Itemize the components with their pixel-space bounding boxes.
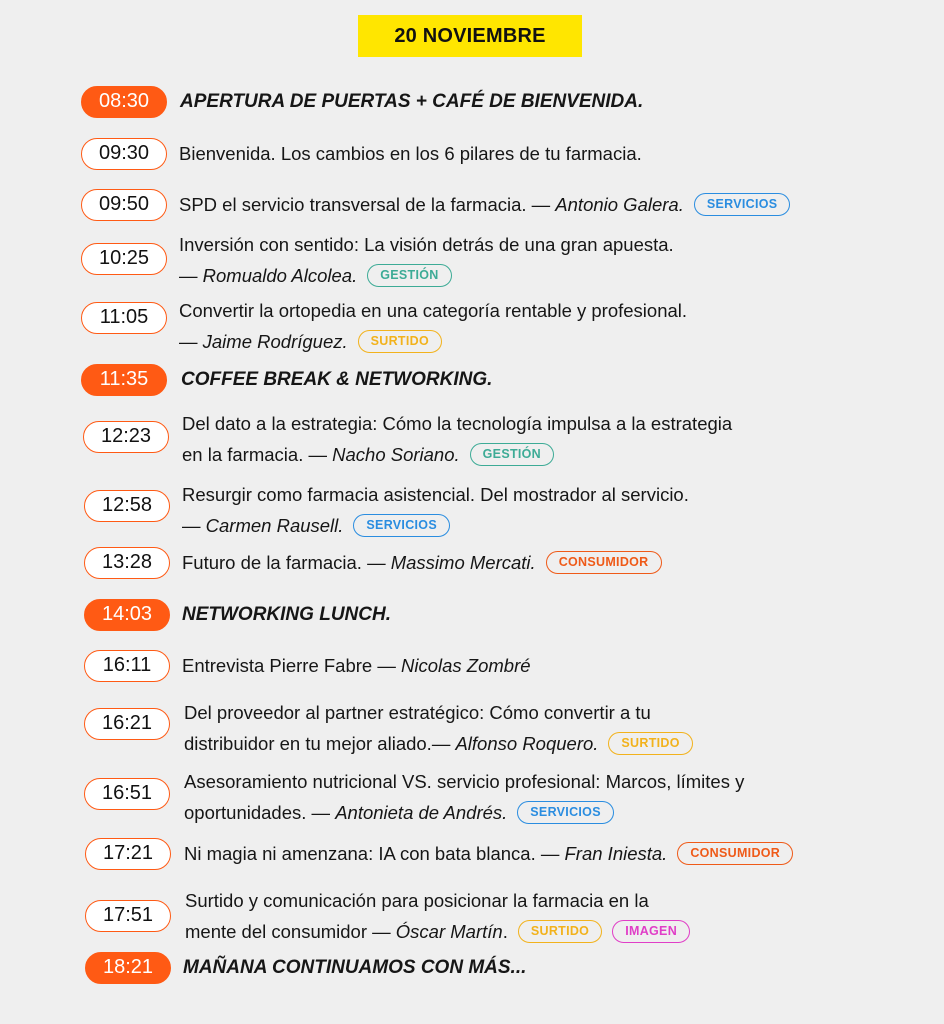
tag-imagen: IMAGEN bbox=[612, 920, 690, 943]
session-title bbox=[179, 296, 687, 325]
time-badge: 11:35 bbox=[81, 364, 167, 396]
session-title bbox=[185, 886, 649, 915]
time-badge: 10:25 bbox=[81, 243, 167, 275]
time-badge: 09:30 bbox=[81, 138, 167, 170]
time-badge: 14:03 bbox=[84, 599, 170, 631]
session-title-text: Del dato a la estrategia: Cómo la tecnología impulsa a la estrategia bbox=[182, 413, 733, 434]
session-title-line2 bbox=[179, 327, 442, 356]
session-title-line2 bbox=[179, 261, 452, 290]
session-title-text: Inversión con sentido: La visión detrás de una gran apuesta. bbox=[179, 234, 674, 255]
session-title-text: MAÑANA CONTINUAMOS CON MÁS... bbox=[183, 957, 527, 978]
session-title bbox=[179, 190, 790, 219]
session-title bbox=[182, 600, 391, 629]
time-badge: 11:05 bbox=[81, 302, 167, 334]
session-title-text: NETWORKING LUNCH. bbox=[182, 604, 391, 625]
tag-gestion: GESTIÓN bbox=[470, 443, 554, 466]
session-title-line2 bbox=[184, 798, 614, 827]
session-title-text: SPD el servicio transversal de la farmacia. — bbox=[179, 194, 556, 215]
speaker-name: Óscar Martín bbox=[395, 921, 503, 942]
speaker-name: Alfonso Roquero. bbox=[455, 733, 599, 754]
tag-surtido: SURTIDO bbox=[518, 920, 602, 943]
time-badge: 16:11 bbox=[84, 650, 170, 682]
session-title bbox=[184, 839, 793, 868]
session-title-text: Entrevista Pierre Fabre — bbox=[182, 655, 401, 676]
time-badge: 17:51 bbox=[85, 900, 171, 932]
tag-gestion: GESTIÓN bbox=[367, 264, 451, 287]
speaker-name: Antonio Galera. bbox=[555, 194, 684, 215]
session-title-line2 bbox=[184, 729, 693, 758]
session-title-text: Ni magia ni amenzana: IA con bata blanca. — bbox=[184, 843, 565, 864]
session-title bbox=[182, 651, 531, 680]
session-title bbox=[179, 139, 642, 168]
tag-surtido: SURTIDO bbox=[608, 732, 692, 755]
session-title-text: COFFEE BREAK & NETWORKING. bbox=[181, 369, 493, 390]
tag-consumidor: CONSUMIDOR bbox=[546, 551, 662, 574]
time-badge: 08:30 bbox=[81, 86, 167, 118]
speaker-suffix: . bbox=[502, 921, 508, 942]
speaker-name: Massimo Mercati. bbox=[390, 552, 536, 573]
speaker-name: Nacho Soriano. bbox=[332, 444, 460, 465]
session-title bbox=[184, 767, 744, 796]
session-title-text-2: en la farmacia. — bbox=[182, 444, 333, 465]
session-title-line2 bbox=[182, 511, 450, 540]
session-title bbox=[183, 953, 526, 982]
speaker-name: Nicolas Zombré bbox=[401, 655, 531, 676]
tag-servicios: SERVICIOS bbox=[694, 193, 791, 216]
time-badge: 16:51 bbox=[84, 778, 170, 810]
speaker-name: Romualdo Alcolea. bbox=[202, 265, 358, 286]
date-banner: 20 NOVIEMBRE bbox=[358, 15, 582, 57]
session-title-text: APERTURA DE PUERTAS + CAFÉ DE BIENVENIDA. bbox=[180, 91, 644, 112]
speaker-name: Antonieta de Andrés. bbox=[335, 802, 508, 823]
session-title bbox=[179, 230, 674, 259]
time-badge: 17:21 bbox=[85, 838, 171, 870]
time-badge: 12:58 bbox=[84, 490, 170, 522]
session-title-text: Del proveedor al partner estratégico: Cómo convertir a tu bbox=[184, 702, 651, 723]
session-title-text-2: distribuidor en tu mejor aliado.— bbox=[184, 733, 456, 754]
session-title-text-2: — bbox=[179, 265, 203, 286]
session-title-line2 bbox=[185, 917, 690, 946]
session-title-text: Surtido y comunicación para posicionar la farmacia en la bbox=[185, 890, 649, 911]
session-title-text: Convertir la ortopedia en una categoría rentable y profesional. bbox=[179, 300, 688, 321]
tag-servicios: SERVICIOS bbox=[353, 514, 450, 537]
tag-consumidor: CONSUMIDOR bbox=[677, 842, 793, 865]
time-badge: 13:28 bbox=[84, 547, 170, 579]
time-badge: 12:23 bbox=[83, 421, 169, 453]
session-title-text: Resurgir como farmacia asistencial. Del mostrador al servicio. bbox=[182, 484, 689, 505]
session-title-text-2: — bbox=[182, 515, 206, 536]
session-title bbox=[180, 87, 643, 116]
session-title bbox=[182, 409, 732, 438]
time-badge: 16:21 bbox=[84, 708, 170, 740]
time-badge: 09:50 bbox=[81, 189, 167, 221]
speaker-name: Fran Iniesta. bbox=[564, 843, 668, 864]
session-title-text-2: mente del consumidor — bbox=[185, 921, 396, 942]
session-title-text-2: oportunidades. — bbox=[184, 802, 336, 823]
tag-servicios: SERVICIOS bbox=[517, 801, 614, 824]
session-title-text: Bienvenida. Los cambios en los 6 pilares de tu farmacia. bbox=[179, 143, 642, 164]
session-title-line2 bbox=[182, 440, 554, 469]
tag-surtido: SURTIDO bbox=[358, 330, 442, 353]
session-title-text: Futuro de la farmacia. — bbox=[182, 552, 391, 573]
speaker-name: Jaime Rodríguez. bbox=[202, 331, 348, 352]
session-title bbox=[181, 365, 492, 394]
speaker-name: Carmen Rausell. bbox=[205, 515, 344, 536]
session-title bbox=[184, 698, 651, 727]
session-title bbox=[182, 548, 662, 577]
session-title-text-2: — bbox=[179, 331, 203, 352]
session-title bbox=[182, 480, 689, 509]
time-badge: 18:21 bbox=[85, 952, 171, 984]
session-title-text: Asesoramiento nutricional VS. servicio profesional: Marcos, límites y bbox=[184, 771, 745, 792]
